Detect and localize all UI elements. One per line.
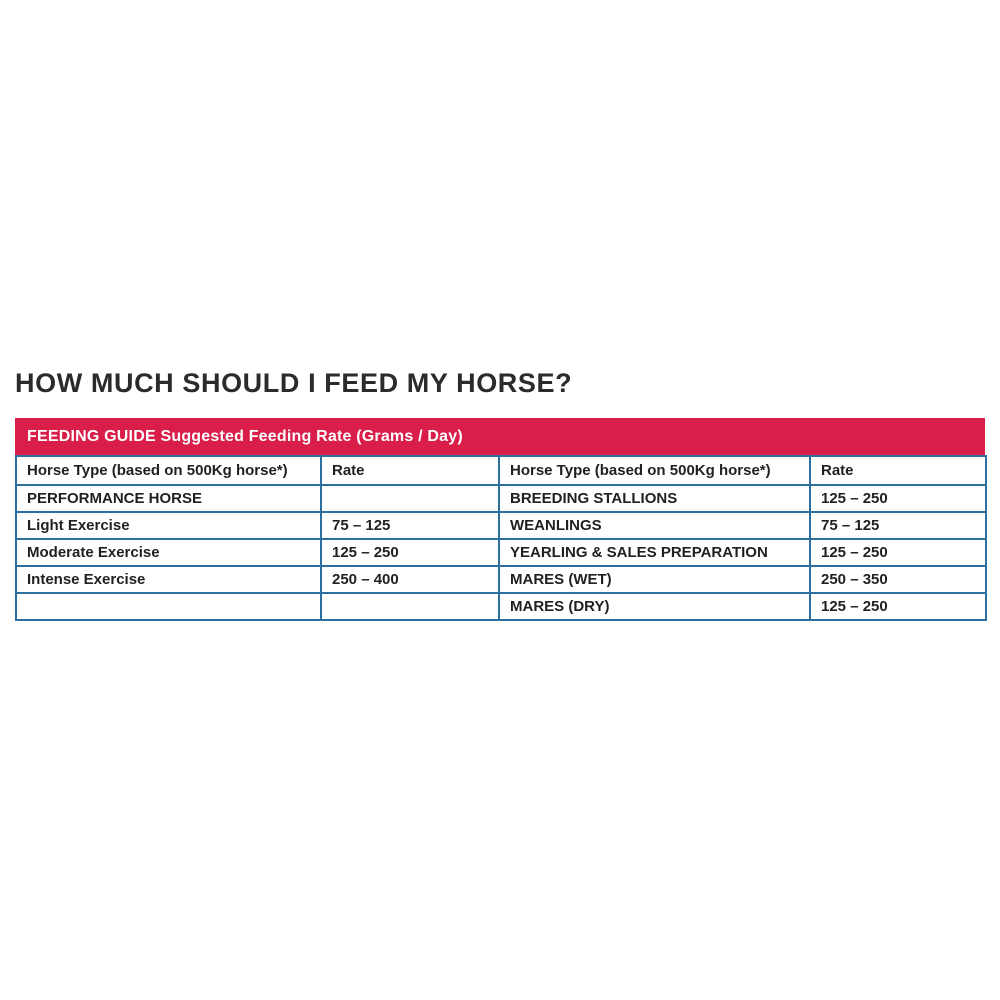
column-header-rate-left: Rate [321,456,499,485]
table-row [16,566,986,593]
feeding-guide-header-bar: FEEDING GUIDE Suggested Feeding Rate (Grams / Day) [15,418,985,455]
cell-rate-left [321,593,499,620]
table-header-row [16,456,986,485]
cell-horse-type-right: MARES (DRY) [499,593,810,620]
cell-rate-right: 125 – 250 [810,485,986,512]
table-row [16,593,986,620]
table-row [16,539,986,566]
cell-horse-type-right: YEARLING & SALES PREPARATION [499,539,810,566]
table-row [16,512,986,539]
cell-horse-type-left [16,593,321,620]
cell-rate-right: 125 – 250 [810,593,986,620]
column-header-horse-type-left: Horse Type (based on 500Kg horse*) [16,456,321,485]
cell-horse-type-right: MARES (WET) [499,566,810,593]
cell-horse-type-left: PERFORMANCE HORSE [16,485,321,512]
feeding-rate-table [15,455,987,621]
table-row [16,485,986,512]
cell-rate-right: 75 – 125 [810,512,986,539]
cell-horse-type-right: WEANLINGS [499,512,810,539]
cell-rate-right: 125 – 250 [810,539,986,566]
column-header-rate-right: Rate [810,456,986,485]
cell-horse-type-right: BREEDING STALLIONS [499,485,810,512]
cell-rate-left [321,485,499,512]
cell-rate-left: 250 – 400 [321,566,499,593]
cell-horse-type-left: Intense Exercise [16,566,321,593]
feeding-guide-table [15,418,985,621]
cell-rate-left: 75 – 125 [321,512,499,539]
cell-rate-left: 125 – 250 [321,539,499,566]
page-title: HOW MUCH SHOULD I FEED MY HORSE? [15,368,573,398]
cell-rate-right: 250 – 350 [810,566,986,593]
column-header-horse-type-right: Horse Type (based on 500Kg horse*) [499,456,810,485]
cell-horse-type-left: Moderate Exercise [16,539,321,566]
cell-horse-type-left: Light Exercise [16,512,321,539]
